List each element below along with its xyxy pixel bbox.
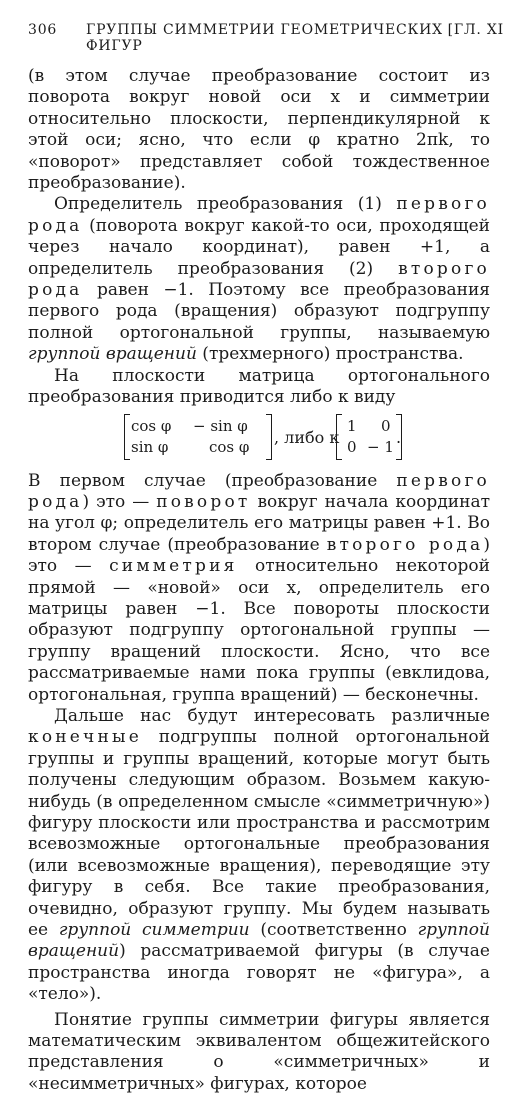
formula-separator: , либо к [274, 427, 340, 447]
matrix-cell: − 1 [367, 437, 394, 456]
spaced-term: симметрия [109, 556, 238, 577]
running-header [28, 22, 504, 54]
spaced-term: второго рода [28, 258, 490, 301]
spaced-term: первого рода [28, 194, 490, 236]
matrix-cell: 1 [347, 416, 357, 435]
italic-term: группой симметрии [58, 920, 250, 941]
paragraph-determinant: Определитель преобразования (1) первого рода (поворота вокруг какой-то оси, проходящей через начало координат), равен +1, а определитель преобразования (2) второго рода равен −1. Поэтому все преобразования первого рода (вращения) образуют подгруппу полной ортогональной группы, называемую группой вращений (трехмерного) пространства. [28, 194, 490, 365]
paragraph-plane-matrix: На плоскости матрица ортогонального преобразования приводится либо к виду [28, 365, 490, 408]
paragraph-symmetry-concept: Понятие группы симметрии фигуры является математическим эквивалентом общежитейского представления о «симметричных» и «несимметричных» фигурах, которое [28, 1009, 490, 1094]
paragraph-continuation: (в этом случае преобразование состоит из поворота вокруг новой оси x и симметрии относительно плоскости, перпендикулярной к этой оси; ясно, что если φ кратно 2πk, то «поворот» представляет собой тождественное преобразование). [28, 66, 490, 194]
formula-end: . [396, 427, 402, 447]
matrix-cell: sin φ [131, 437, 169, 456]
reflection-matrix [336, 414, 402, 460]
matrix-cell: cos φ [209, 437, 250, 456]
italic-term: группой вращений [28, 920, 490, 962]
running-title: ГРУППЫ СИММЕТРИИ ГЕОМЕТРИЧЕСКИХ ФИГУР [86, 22, 443, 54]
matrix-cell: 0 [347, 437, 357, 456]
rotation-matrix [124, 414, 272, 460]
page-body [28, 66, 490, 1095]
matrix-formula [28, 414, 490, 466]
page-number: 306 [28, 22, 58, 38]
spaced-term: первого рода [28, 470, 490, 512]
paragraph-plane-cases: В первом случае (преобразование первого рода) это — поворот вокруг начала координат на угол φ; определитель его матрицы равен +1. Во втором случае (преобразование второго рода) это — симметрия относительно некоторой прямой — «новой» оси x, определитель его матрицы равен −1. Все повороты плоскости образуют подгруппу ортогональной группы — группу вращений плоскости. Ясно, что все рассматриваемые нами пока группы (евклидова, ортогональная, группа вращений) — бесконечны. [28, 470, 490, 705]
spaced-term: конечные [28, 727, 143, 748]
spaced-term: второго рода [326, 534, 484, 555]
spaced-term: поворот [156, 491, 251, 512]
paragraph-finite-subgroups: Дальше нас будут интересовать различные конечные подгруппы полной ортогональной группы и группы вращений, которые могут быть получены следующим образом. Возьмем какую-нибудь (в определенном смысле «симметричную») фигуру плоскости или пространства и рассмотрим всевозможные ортогональные преобразования (или всевозможные вращения), переводящие эту фигуру в себя. Все такие преобразования, очевидно, образуют группу. Мы будем называть ее группой симметрии (соответственно группой вращений) рассматриваемой фигуры (в случае пространства иногда говорят не «фигура», а «тело»). [28, 705, 490, 1005]
chapter-reference: [ГЛ. XI [447, 22, 504, 38]
italic-term: группой вращений [28, 344, 197, 365]
matrix-cell: cos φ [131, 416, 172, 435]
matrix-cell: 0 [381, 416, 391, 435]
matrix-cell: − sin φ [193, 416, 248, 435]
